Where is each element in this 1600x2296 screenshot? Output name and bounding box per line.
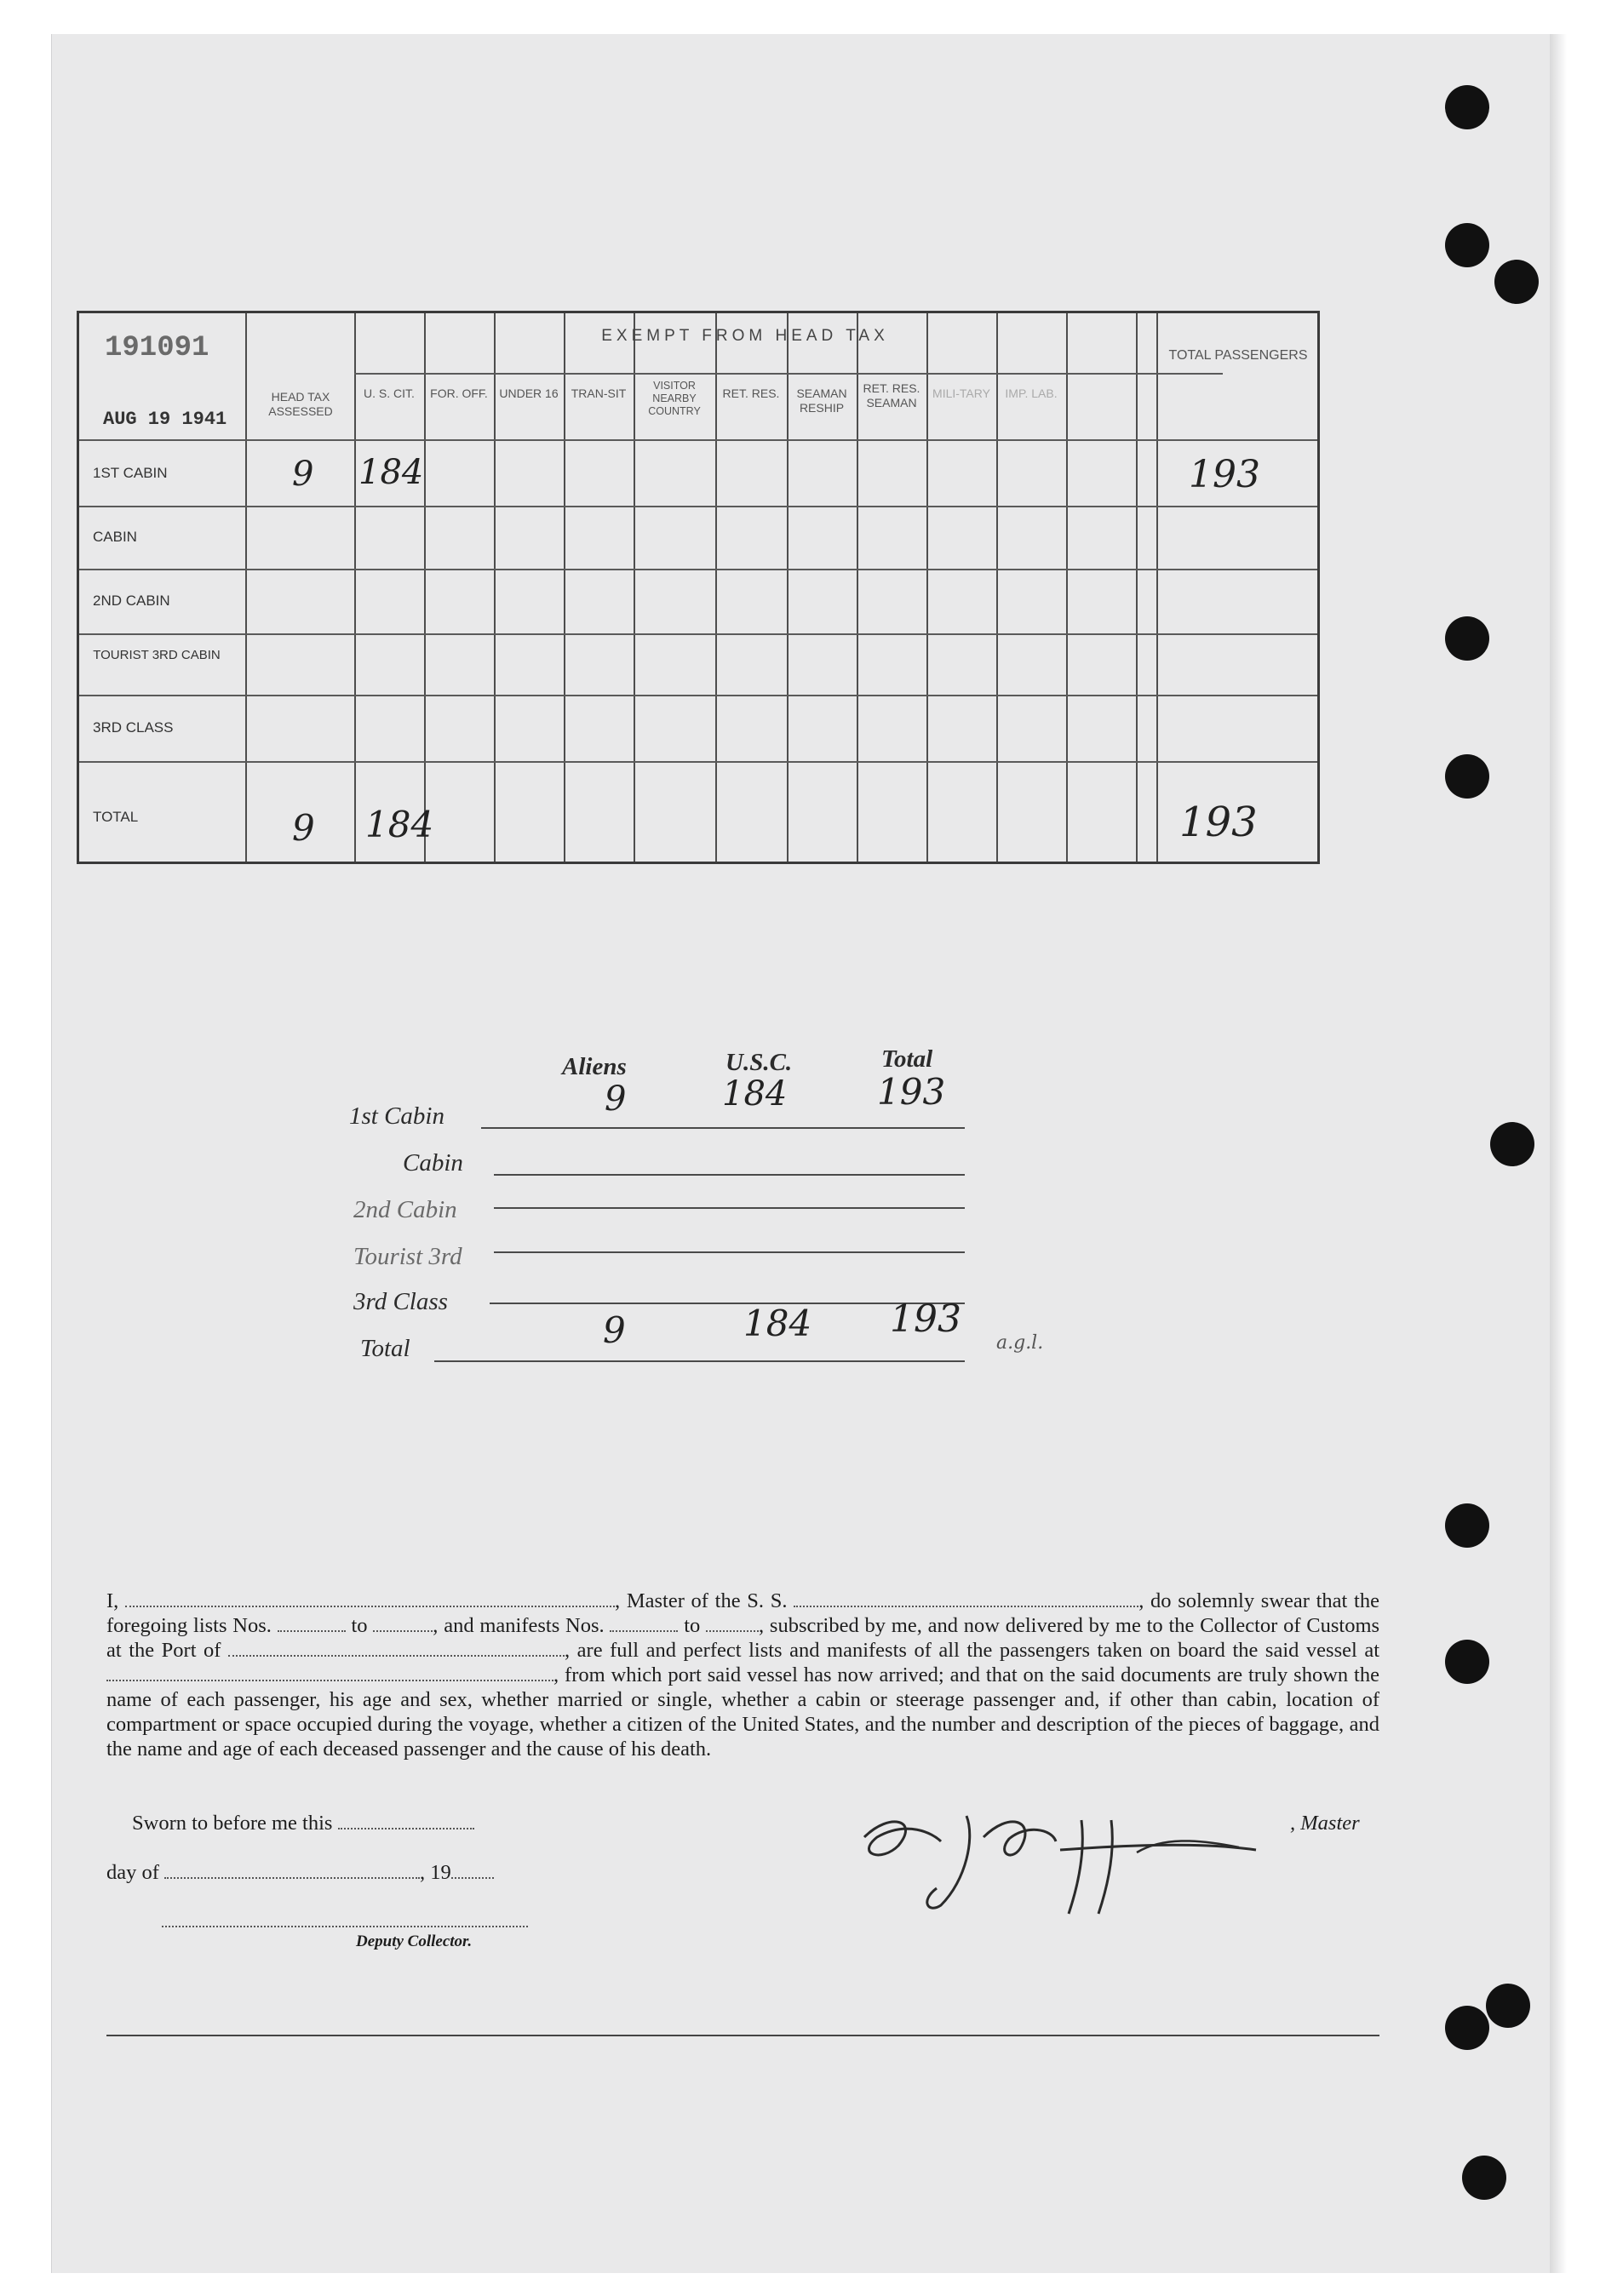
oath-text: , Master of the S. S. <box>615 1589 788 1612</box>
col-seaman-reship: SEAMAN RESHIP <box>796 386 847 415</box>
year-text: , 19 <box>420 1861 451 1884</box>
bottom-rule <box>106 2035 1379 2036</box>
head-tax-table <box>77 311 1320 864</box>
sworn-text: Sworn to before me this <box>132 1812 333 1835</box>
stamp-number: 191091 <box>105 332 209 364</box>
row-label-cabin: CABIN <box>93 529 137 545</box>
summary-header-usc: U.S.C. <box>725 1049 793 1076</box>
summary-header-total: Total <box>881 1045 933 1073</box>
summary-label-1st-cabin: 1st Cabin <box>349 1102 444 1130</box>
punch-hole <box>1462 2156 1506 2200</box>
summary-header-aliens: Aliens <box>562 1053 627 1080</box>
stamp-date: AUG 19 1941 <box>103 409 227 430</box>
col-military: MILI-TARY <box>932 386 990 400</box>
punch-hole <box>1445 2006 1489 2050</box>
summary-label-2nd-cabin: 2nd Cabin <box>353 1196 457 1223</box>
row-label-1st-cabin: 1ST CABIN <box>93 465 168 481</box>
master-signature <box>839 1786 1290 1922</box>
oath-text: swear that the foregoing lists Nos. <box>106 1589 1379 1637</box>
row-label-tourist: TOURIST 3RD CABIN <box>93 648 221 662</box>
col-ret-res: RET. RES. <box>722 386 780 400</box>
punch-hole <box>1445 754 1489 799</box>
col-imp-lab: IMP. LAB. <box>1005 386 1058 400</box>
exempt-header: EXEMPT FROM HEAD TAX <box>601 327 889 345</box>
col-us-cit: U. S. CIT. <box>364 386 415 400</box>
day-of-line <box>106 1861 494 1885</box>
cell-1st-cabin-head-tax: 9 <box>292 455 314 494</box>
master-label: , Master <box>1290 1812 1360 1835</box>
oath-text: , do solemnly <box>1138 1589 1255 1612</box>
master-oath <box>106 1589 1379 1761</box>
summary-rule <box>494 1174 965 1176</box>
oath-text: to <box>684 1614 701 1637</box>
punch-hole <box>1445 1640 1489 1684</box>
deputy-collector-label: Deputy Collector. <box>356 1932 473 1950</box>
punch-hole <box>1494 260 1539 304</box>
punch-hole <box>1445 1503 1489 1548</box>
cell-total-head-tax: 9 <box>292 807 315 849</box>
col-head-tax: HEAD TAX ASSESSED <box>268 390 333 418</box>
summary-total-usc: 184 <box>743 1303 812 1344</box>
col-under-16: UNDER 16 <box>499 386 559 400</box>
punch-hole <box>1486 1984 1530 2028</box>
oath-text: manifests of all the passengers taken on board the said vessel at <box>827 1639 1380 1662</box>
cell-1st-cabin-total: 193 <box>1189 453 1260 496</box>
punch-hole <box>1445 616 1489 661</box>
oath-text: delivered by me to the Collector of Customs at the Port of <box>106 1614 1380 1662</box>
cell-1st-cabin-us-cit: 184 <box>358 453 424 492</box>
summary-1st-aliens: 9 <box>605 1079 627 1119</box>
oath-text: , are full and perfect lists and <box>565 1639 820 1662</box>
summary-total-total: 193 <box>890 1297 961 1341</box>
paper-edge <box>1550 34 1567 2273</box>
summary-rule <box>494 1251 965 1253</box>
summary-rule <box>481 1127 965 1129</box>
col-total-passengers: TOTAL PASSENGERS <box>1168 348 1308 363</box>
col-transit: TRAN-SIT <box>571 386 627 400</box>
punch-hole <box>1445 85 1489 129</box>
row-label-2nd-cabin: 2ND CABIN <box>93 593 170 609</box>
summary-rule <box>434 1360 965 1362</box>
row-label-total: TOTAL <box>93 809 139 825</box>
oath-text: to <box>351 1614 368 1637</box>
punch-hole <box>1490 1122 1534 1166</box>
summary-label-3rd-class: 3rd Class <box>353 1288 448 1315</box>
deputy-signature-line <box>162 1926 528 1927</box>
summary-1st-usc: 184 <box>722 1074 788 1114</box>
summary-1st-total: 193 <box>877 1071 946 1113</box>
sworn-line <box>132 1812 474 1835</box>
oath-text: , subscribed by me, and now <box>759 1614 1000 1637</box>
col-for-off: FOR. OFF. <box>430 386 488 400</box>
summary-label-total: Total <box>360 1335 410 1362</box>
col-visitor: VISITOR NEARBY COUNTRY <box>648 380 701 417</box>
oath-text: , from which <box>553 1663 662 1686</box>
cell-total-us-cit: 184 <box>365 804 434 845</box>
summary-total-aliens: 9 <box>603 1309 626 1351</box>
oath-text: , and manifests Nos. <box>433 1614 605 1637</box>
summary-label-cabin: Cabin <box>403 1149 463 1177</box>
summary-rule <box>494 1207 965 1209</box>
summary-annotation: a.g.l. <box>996 1332 1044 1354</box>
oath-text: I, <box>106 1589 119 1612</box>
cell-total-total: 193 <box>1179 799 1258 846</box>
day-of-text: day of <box>106 1861 159 1884</box>
col-ret-res-seaman: RET. RES. SEAMAN <box>863 381 920 409</box>
oath-text: port said vessel has now arrived; and that on the said documents are truly shown the name of each passenger, his age and sex, whether married or single, whether a cabin or steerage passenger and, if other than cabin, location of compartment or space occupied during the voyage, whether a citizen of the United States, and the number and description of the pieces of baggage, and the name and age of each deceased passenger and the cause of his death. <box>106 1663 1379 1761</box>
summary-label-tourist: Tourist 3rd <box>353 1243 462 1270</box>
row-label-3rd-class: 3RD CLASS <box>93 719 174 736</box>
punch-hole <box>1445 223 1489 267</box>
